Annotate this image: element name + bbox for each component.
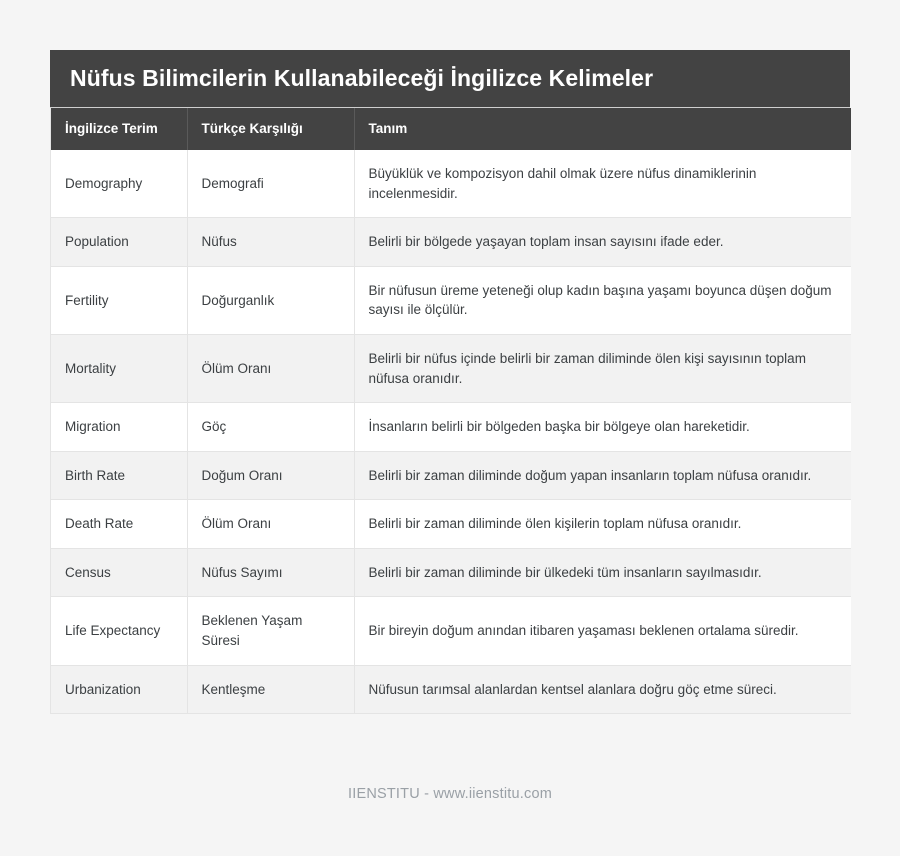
cell-definition: Bir bireyin doğum anından itibaren yaşaması beklenen ortalama süredir. [354,597,851,665]
table-row [51,451,851,500]
cell-turkish-equivalent: Doğurganlık [187,266,354,334]
cell-turkish-equivalent: Nüfus Sayımı [187,548,354,597]
cell-definition: İnsanların belirli bir bölgeden başka bir bölgeye olan hareketidir. [354,403,851,452]
cell-turkish-equivalent: Demografi [187,150,354,218]
cell-definition: Büyüklük ve kompozisyon dahil olmak üzere nüfus dinamiklerinin incelenmesidir. [354,150,851,218]
cell-english-term: Mortality [51,335,187,403]
cell-english-term: Birth Rate [51,451,187,500]
table-row [51,597,851,665]
vocabulary-table [51,108,851,714]
cell-definition: Nüfusun tarımsal alanlardan kentsel alanlara doğru göç etme süreci. [354,665,851,714]
table-row [51,403,851,452]
cell-english-term: Fertility [51,266,187,334]
table-row [51,150,851,218]
cell-definition: Belirli bir bölgede yaşayan toplam insan sayısını ifade eder. [354,218,851,267]
table-row [51,548,851,597]
cell-turkish-equivalent: Kentleşme [187,665,354,714]
cell-turkish-equivalent: Ölüm Oranı [187,500,354,549]
cell-english-term: Life Expectancy [51,597,187,665]
table-header-row [51,108,851,150]
column-header-definition: Tanım [354,108,851,150]
cell-turkish-equivalent: Göç [187,403,354,452]
cell-english-term: Population [51,218,187,267]
table-row [51,500,851,549]
table-row [51,218,851,267]
table-body [51,150,851,713]
cell-turkish-equivalent: Nüfus [187,218,354,267]
cell-definition: Belirli bir nüfus içinde belirli bir zaman diliminde ölen kişi sayısının toplam nüfusa oranıdır. [354,335,851,403]
column-header-english-term: İngilizce Terim [51,108,187,150]
page-title: Nüfus Bilimcilerin Kullanabileceği İngilizce Kelimeler [70,64,654,91]
table-wrapper [50,108,850,714]
cell-turkish-equivalent: Beklenen Yaşam Süresi [187,597,354,665]
cell-definition: Belirli bir zaman diliminde bir ülkedeki tüm insanların sayılmasıdır. [354,548,851,597]
cell-definition: Bir nüfusun üreme yeteneği olup kadın başına yaşamı boyunca düşen doğum sayısı ile ölçülür. [354,266,851,334]
cell-english-term: Urbanization [51,665,187,714]
cell-definition: Belirli bir zaman diliminde doğum yapan insanların toplam nüfusa oranıdır. [354,451,851,500]
cell-definition: Belirli bir zaman diliminde ölen kişilerin toplam nüfusa oranıdır. [354,500,851,549]
column-header-turkish-equivalent: Türkçe Karşılığı [187,108,354,150]
table-row [51,335,851,403]
table-row [51,266,851,334]
cell-english-term: Migration [51,403,187,452]
title-bar [50,50,850,108]
cell-turkish-equivalent: Doğum Oranı [187,451,354,500]
cell-english-term: Census [51,548,187,597]
footer-attribution: IIENSTITU - www.iienstitu.com [348,786,552,802]
cell-english-term: Death Rate [51,500,187,549]
table-header [51,108,851,150]
table-row [51,665,851,714]
cell-turkish-equivalent: Ölüm Oranı [187,335,354,403]
word-table-card [50,50,850,714]
cell-english-term: Demography [51,150,187,218]
